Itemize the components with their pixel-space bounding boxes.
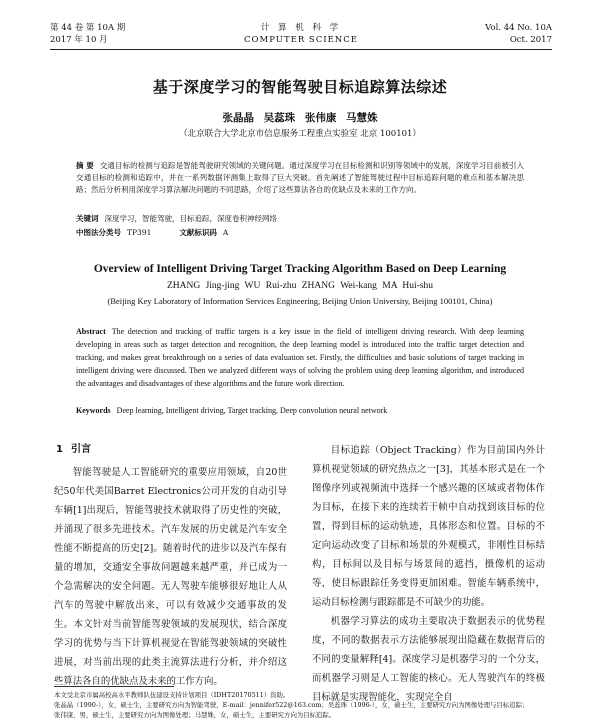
section-number: 1 <box>56 444 63 455</box>
journal-volume-en <box>485 22 552 46</box>
clc-label: 中图法分类号 <box>76 228 121 237</box>
body-paragraph: 目标追踪（Object Tracking）作为目前国内外计算机视觉领域的研究热点之一[3]，其基本形式是在一个图像序列或视频流中选择一个感兴趣的区域或者物体作为目标，在接下来的连续若干帧中自动找到该目标的位置，得到目标的运动轨迹，具体形态和位置。目标的不定向运动改变了目标和场景的外观模式，非刚性目标结构，目标间以及目标与场景间的遮挡，摄像机的运动等，使目标跟踪任务变得更加困难。智能车辆系统中，运动目标检测与跟踪都是不可缺少的功能。 <box>312 445 545 608</box>
footnote-author-bio: 张伟康，男，硕士生，主要研究方向为图像处理；马慧姝，女，硕士生，主要研究方向为目标追踪。 <box>54 711 336 719</box>
volume-issue: 第 44 卷 第 10A 期 <box>50 23 126 33</box>
doc-code-value: A <box>222 228 229 237</box>
running-header <box>50 22 552 48</box>
footnote-author-bio: 张晶晶（1990-），女，硕士生，主要研究方向为智能驾驶，E-mail：jennifer522@163.com；吴蕊珠（1996-），女，硕士生，主要研究方向为图像处理与目标追踪； <box>54 701 529 709</box>
abstract-en-label: Abstract <box>76 327 106 336</box>
abstract-cn <box>76 160 524 196</box>
journal-name-cn: 计 算 机 科 学 <box>260 23 342 33</box>
keywords-cn-label: 关键词 <box>76 214 99 223</box>
issue-date-cn: 2017 年 10 月 <box>50 35 108 45</box>
body-paragraph: 智能驾驶是人工智能研究的重要应用领域，自20世纪50年代美国Barret Electronics公司开发的自动引导车辆[1]出现后，智能驾驶技术就取得了历史性的突破，并涌现了很多先进技术。汽车发展的历史就是汽车安全性能不断提高的历史[2]。随着时代的进步以及汽车保有量的增加，交通安全事故问题越来越严重，并已成为一个急需解决的安全问题。无人驾驶车能够很好地让人从汽车的驾驶中解放出来，可以有效减少交通事故的发生。本文针对当前智能驾驶领域的发展现状，结合深度学习的优势与当下计算机视觉在智能驾驶领域的突破性进展，对当前出现的此类主流算法进行分析，并介绍这些算法各自的优缺点及未来的工作方向。 <box>54 467 287 687</box>
authors-en: ZHANG Jing-jing WU Rui-zhu ZHANG Wei-kang MA Hui-shu <box>166 281 434 291</box>
classification <box>76 227 228 238</box>
abstract-cn-label: 摘 要 <box>76 161 94 170</box>
affiliation-cn: （北京联合大学北京市信息服务工程重点实验室 北京 100101） <box>179 129 421 139</box>
volume-issue-en: Vol. 44 No. 10A <box>485 23 552 33</box>
footnotes <box>54 690 554 720</box>
keywords-cn-text: 深度学习，智能驾驶，目标追踪，深度卷积神经网络 <box>104 214 277 223</box>
body-column-left <box>54 441 287 691</box>
abstract-en <box>76 325 524 390</box>
keywords-en <box>76 406 524 415</box>
keywords-en-label: Keywords <box>76 406 111 415</box>
issue-date-en: Oct. 2017 <box>509 35 552 45</box>
authors-cn: 张晶晶 吴蕊珠 张伟康 马慧姝 <box>222 112 378 124</box>
body-column-right <box>312 441 545 707</box>
keywords-en-text: Deep learning, Intelligent driving, Target tracking, Deep convolution neural network <box>116 406 388 415</box>
abstract-en-text: The detection and tracking of traffic targets is a key issue in the field of intelligent driving research. With deep learning developing in areas such as target detection and recognition, the deep learning model is introduced into the traffic target detection and tracking, and makes great breakthrough on a series of data evaluation set. Firstly, the difficulties and basic solutions of target tracking in intelligent driving were discussed. Then we analyzed different ways of solving the problem using deep learning algorithm, and introduced the advantages and disadvantages of these algorithms and the future work direction. <box>76 327 524 388</box>
footnote-funding: 本文受北京市属高校高水平教师队伍建设支持计划项目（IDHT20170511）资助。 <box>54 691 290 699</box>
footnote-rule <box>54 686 174 687</box>
keywords-cn <box>76 213 524 224</box>
journal-name-en: COMPUTER SCIENCE <box>244 35 358 45</box>
paper-title-en: Overview of Intelligent Driving Target Tracking Algorithm Based on Deep Learning <box>93 263 507 275</box>
section-heading <box>56 441 287 459</box>
section-title: 引言 <box>70 444 91 455</box>
clc-value: TP391 <box>127 228 152 237</box>
abstract-cn-text: 交通目标的检测与追踪是智能驾驶研究领域的关键问题。通过深度学习在目标检测和识别等领域中的发展，深度学习目前被引入交通目标的检测和追踪中，并在一系列数据评测集上取得了巨大突破。首先阐述了智能驾驶过程中目标追踪问题的难点和基本解决思路；然后分析利用深度学习算法解决问题的不同思路，介绍了这些算法各自的优缺点及未来的工作方向。 <box>76 161 524 194</box>
affiliation-en: (Beijing Key Laboratory of Information Services Engineering, Beijing Union University, Beijing 100101, China) <box>107 296 493 306</box>
header-rule <box>50 49 552 50</box>
body-paragraph: 机器学习算法的成功主要取决于数据表示的优势程度，不同的数据表示方法能够展现出隐藏在数据背后的不同的变量解释[4]。深度学习是机器学习的一个分支，而机器学习则是人工智能的核心。无人驾驶汽车的终极目标就是实现智能化，实现完全自 <box>312 616 545 703</box>
doc-code-label: 文献标识码 <box>179 228 217 237</box>
journal-name <box>50 22 552 46</box>
paper-title-cn: 基于深度学习的智能驾驶目标追踪算法综述 <box>152 78 448 96</box>
